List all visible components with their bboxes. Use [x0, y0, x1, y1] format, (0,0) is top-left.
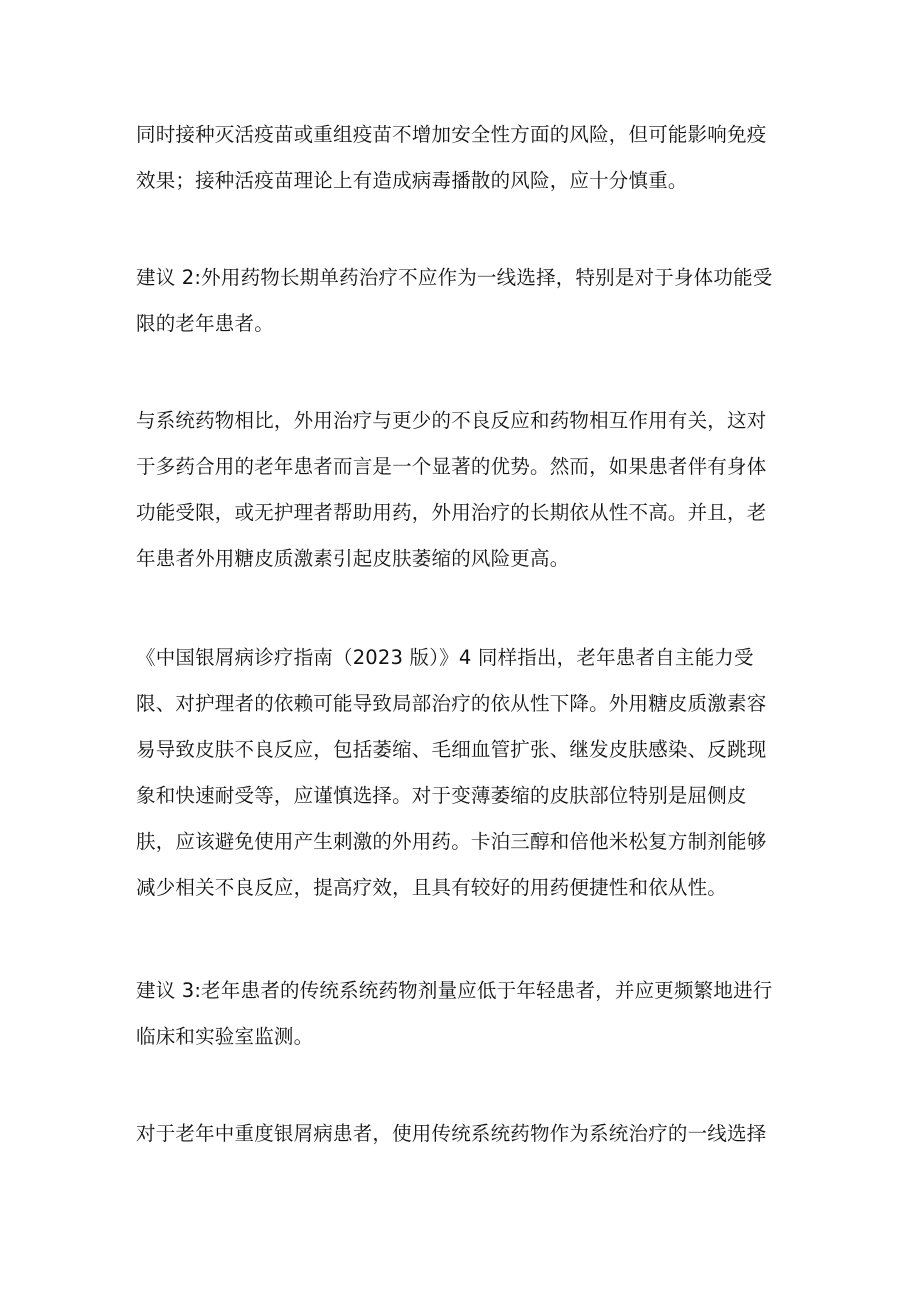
text-line: 《中国银屑病诊疗指南（2023 版）》4 同样指出，老年患者自主能力受	[136, 646, 754, 669]
paragraph-guideline-2023	[136, 635, 796, 911]
text-line: 减少相关不良反应，提高疗效，且具有较好的用药便捷性和依从性。	[136, 876, 728, 899]
text-line: 对于老年中重度银屑病患者，使用传统系统药物作为系统治疗的一线选择	[136, 1122, 767, 1145]
paragraph-topical-vs-systemic	[136, 398, 796, 582]
text-line: 同时接种灭活疫苗或重组疫苗不增加安全性方面的风险，但可能影响免疫	[136, 123, 767, 146]
text-line: 象和快速耐受等，应谨慎选择。对于变薄萎缩的皮肤部位特别是屈侧皮	[136, 784, 747, 807]
paragraph-systemic-first-line	[136, 1111, 796, 1157]
text-line: 于多药合用的老年患者而言是一个显著的优势。然而，如果患者伴有身体	[136, 455, 767, 478]
text-line: 临床和实验室监测。	[136, 1025, 314, 1048]
text-line: 功能受限，或无护理者帮助用药，外用治疗的长期依从性不高。并且，老	[136, 501, 767, 524]
text-line: 效果；接种活疫苗理论上有造成病毒播散的风险，应十分慎重。	[136, 169, 688, 192]
text-line: 限的老年患者。	[136, 312, 274, 335]
text-line: 易导致皮肤不良反应，包括萎缩、毛细血管扩张、继发皮肤感染、反跳现	[136, 738, 767, 761]
text-line: 限、对护理者的依赖可能导致局部治疗的依从性下降。外用糖皮质激素容	[136, 692, 767, 715]
paragraph-recommendation-2	[136, 255, 796, 347]
text-line: 建议 3:老年患者的传统系统药物剂量应低于年轻患者，并应更频繁地进行	[136, 979, 773, 1002]
text-line: 年患者外用糖皮质激素引起皮肤萎缩的风险更高。	[136, 547, 570, 570]
paragraph-recommendation-3	[136, 968, 796, 1060]
text-line: 肤，应该避免使用产生刺激的外用药。卡泊三醇和倍他米松复方制剂能够	[136, 830, 767, 853]
text-line: 与系统药物相比，外用治疗与更少的不良反应和药物相互作用有关，这对	[136, 409, 767, 432]
text-line: 建议 2:外用药物长期单药治疗不应作为一线选择，特别是对于身体功能受	[136, 266, 773, 289]
paragraph-vaccination-risk	[136, 112, 796, 204]
